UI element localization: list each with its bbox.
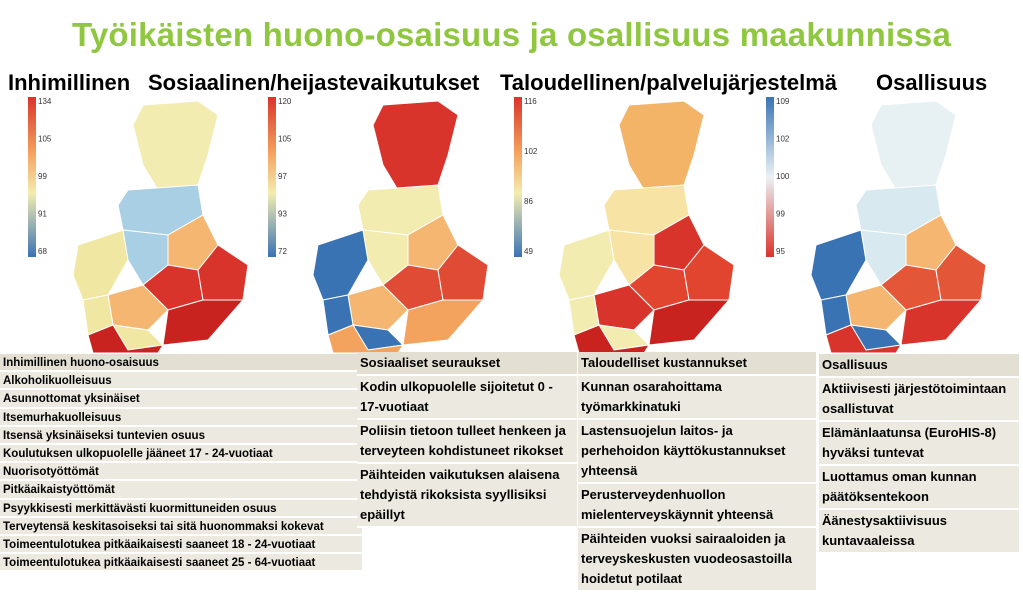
table-row: Kodin ulkopuolelle sijoitetut 0 - 17-vuotiaat bbox=[357, 376, 577, 420]
legend-label: 105 bbox=[38, 134, 52, 144]
finland-map bbox=[268, 95, 518, 355]
heading-taloudellinen: Taloudellinen/palvelujärjestelmä bbox=[500, 70, 838, 95]
legend-label: 116 bbox=[524, 97, 537, 106]
table-header: Taloudelliset kustannukset bbox=[578, 352, 816, 376]
legend-label: 99 bbox=[38, 172, 47, 181]
region-ostrobothnia bbox=[73, 230, 128, 300]
table-row: Elämänlaatunsa (EuroHIS-8) hyväksi tuntevat bbox=[819, 422, 1019, 466]
legend-label: 99 bbox=[776, 209, 785, 219]
table-row: Luottamus oman kunnan päätöksentekoon bbox=[819, 466, 1019, 510]
table-row: Koulutuksen ulkopuolelle jääneet 17 - 24-vuotiaat bbox=[0, 445, 362, 463]
legend-label: 100 bbox=[776, 172, 790, 181]
legend-label: 134 bbox=[38, 97, 52, 106]
region-lapland bbox=[373, 101, 458, 190]
region-ostrobothnia bbox=[811, 230, 866, 300]
table-row: Kunnan osarahoittama työmarkkinatuki bbox=[578, 376, 816, 420]
table-row: Itsemurhakuolleisuus bbox=[0, 409, 362, 427]
region-ostrobothnia bbox=[313, 230, 368, 300]
table-row: Asunnottomat yksinäiset bbox=[0, 390, 362, 408]
slide-title: Työikäisten huono-osaisuus ja osallisuus maakunnissa bbox=[71, 16, 952, 53]
heading-sosiaalinen: Sosiaalinen/heijastevaikutukset bbox=[148, 70, 480, 95]
table-row: Poliisin tietoon tulleet henkeen ja terveyteen kohdistuneet rikokset bbox=[357, 420, 577, 464]
legend-label: 102 bbox=[776, 134, 790, 144]
table-header: Inhimillinen huono-osaisuus bbox=[0, 354, 362, 372]
legend-bar bbox=[766, 97, 774, 257]
table-row: Perusterveydenhuollon mielenterveyskäynnit yhteensä bbox=[578, 484, 816, 528]
table-row: Itsensä yksinäiseksi tuntevien osuus bbox=[0, 427, 362, 445]
table-row: Alkoholikuolleisuus bbox=[0, 372, 362, 390]
map-osallisuus bbox=[766, 95, 1016, 355]
table-header: Sosiaaliset seuraukset bbox=[357, 352, 577, 376]
finland-map bbox=[766, 95, 1016, 355]
table-header: Osallisuus bbox=[819, 354, 1019, 378]
map-sosiaalinen bbox=[268, 95, 518, 355]
legend-label: 68 bbox=[38, 247, 47, 256]
table-row: Äänestysaktiivisuus kuntavaaleissa bbox=[819, 510, 1019, 554]
table-row: Pitkäaikaistyöttömät bbox=[0, 481, 362, 499]
table-osallisuus bbox=[819, 354, 1019, 554]
legend-label: 93 bbox=[278, 209, 287, 219]
heading-inhimillinen: Inhimillinen bbox=[8, 70, 131, 95]
region-ostrobothnia bbox=[559, 230, 614, 300]
legend-label: 105 bbox=[278, 134, 292, 144]
table-row: Päihteiden vaikutuksen alaisena tehdyistä rikoksista syyllisiksi epäillyt bbox=[357, 464, 577, 528]
legend-bar bbox=[268, 97, 276, 257]
legend-label: 109 bbox=[776, 97, 790, 106]
region-lapland bbox=[619, 101, 704, 190]
legend-bar bbox=[514, 97, 522, 257]
legend-label: 86 bbox=[524, 197, 533, 206]
table-inhimillinen bbox=[0, 354, 362, 572]
table-taloudellinen bbox=[578, 352, 816, 592]
legend-label: 97 bbox=[278, 172, 287, 181]
table-row: Toimeentulotukea pitkäaikaisesti saaneet 18 - 24-vuotiaat bbox=[0, 536, 362, 554]
legend-label: 72 bbox=[278, 247, 287, 256]
legend-label: 120 bbox=[278, 97, 292, 106]
legend-label: 95 bbox=[776, 247, 785, 256]
table-row: Lastensuojelun laitos- ja perhehoidon käyttökustannukset yhteensä bbox=[578, 420, 816, 484]
heading-osallisuus: Osallisuus bbox=[876, 70, 988, 95]
table-row: Päihteiden vuoksi sairaaloiden ja terveyskeskusten vuodeosastoilla hoidetut potilaat bbox=[578, 528, 816, 592]
region-lapland bbox=[871, 101, 956, 190]
legend-label: 49 bbox=[524, 247, 533, 256]
legend-label: 102 bbox=[524, 147, 538, 156]
map-taloudellinen bbox=[514, 95, 764, 355]
finland-map bbox=[28, 95, 278, 355]
legend-bar bbox=[28, 97, 36, 257]
table-sosiaalinen bbox=[357, 352, 577, 528]
legend-label: 91 bbox=[38, 209, 47, 219]
region-lapland bbox=[133, 101, 218, 190]
table-row: Toimeentulotukea pitkäaikaisesti saaneet 25 - 64-vuotiaat bbox=[0, 554, 362, 572]
table-row: Psyykkisesti merkittävästi kuormittuneiden osuus bbox=[0, 500, 362, 518]
map-inhimillinen bbox=[28, 95, 278, 355]
table-row: Nuorisotyöttömät bbox=[0, 463, 362, 481]
table-row: Aktiivisesti järjestötoimintaan osallistuvat bbox=[819, 378, 1019, 422]
finland-map bbox=[514, 95, 764, 355]
table-row: Terveytensä keskitasoiseksi tai sitä huonommaksi kokevat bbox=[0, 518, 362, 536]
